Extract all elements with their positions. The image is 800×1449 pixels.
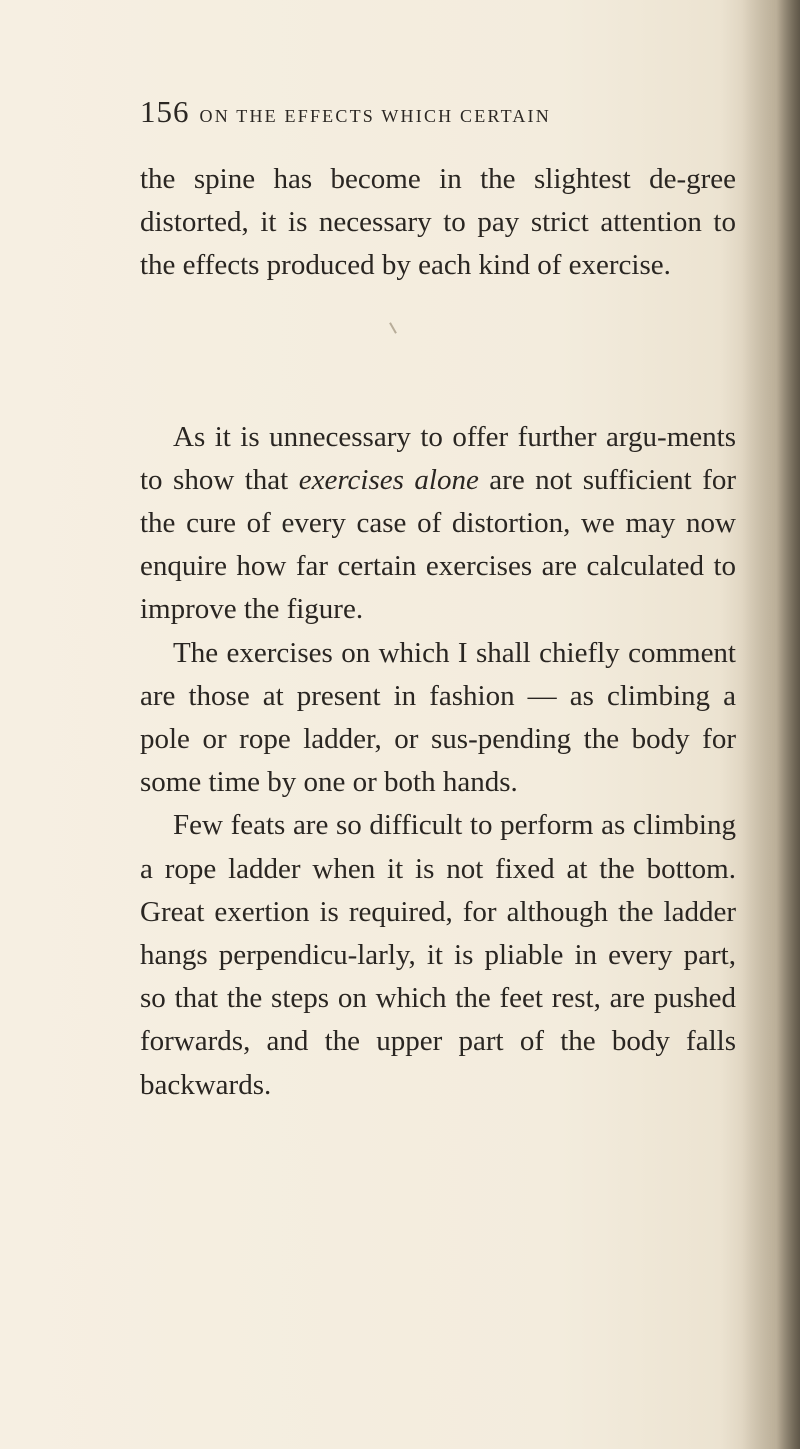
paragraph-text-after-emphasis: are not sufficient for the cure of every case of distortion, we may now enquire how far certain exercises are calculated to improve the figure. (140, 463, 737, 626)
body-text (140, 158, 736, 1107)
paragraph-continuation: the spine has become in the slightest de-gree distorted, it is necessary to pay strict attention to the effects produced by each kind of exercise. (140, 163, 736, 282)
paragraph-exercises-in-fashion: The exercises on which I shall chiefly comment are those at present in fashion — as climbing a pole or rope ladder, or sus-pending the body for some time by one or both hands. (140, 636, 736, 799)
emphasis-exercises-alone: exercises alone (298, 463, 479, 496)
paragraph-text-before-emphasis: As it is unnecessary to offer further argu-ments to show that (140, 420, 736, 496)
paragraph-rope-ladder: Few feats are so difficult to perform as climbing a rope ladder when it is not fixed at the bottom. Great exertion is required, for although the ladder hangs perpendicu-larly, it is pliable in every part, so that the steps on which the feet rest, are pushed forwards, and the upper part of the body falls backwards. (140, 809, 736, 1101)
page-number: 156 (140, 94, 190, 129)
paragraph-exercises-alone (140, 416, 736, 632)
page-edge-shadow (742, 0, 800, 1449)
page-header (140, 94, 700, 130)
running-head: ON THE EFFECTS WHICH CERTAIN (199, 106, 551, 126)
